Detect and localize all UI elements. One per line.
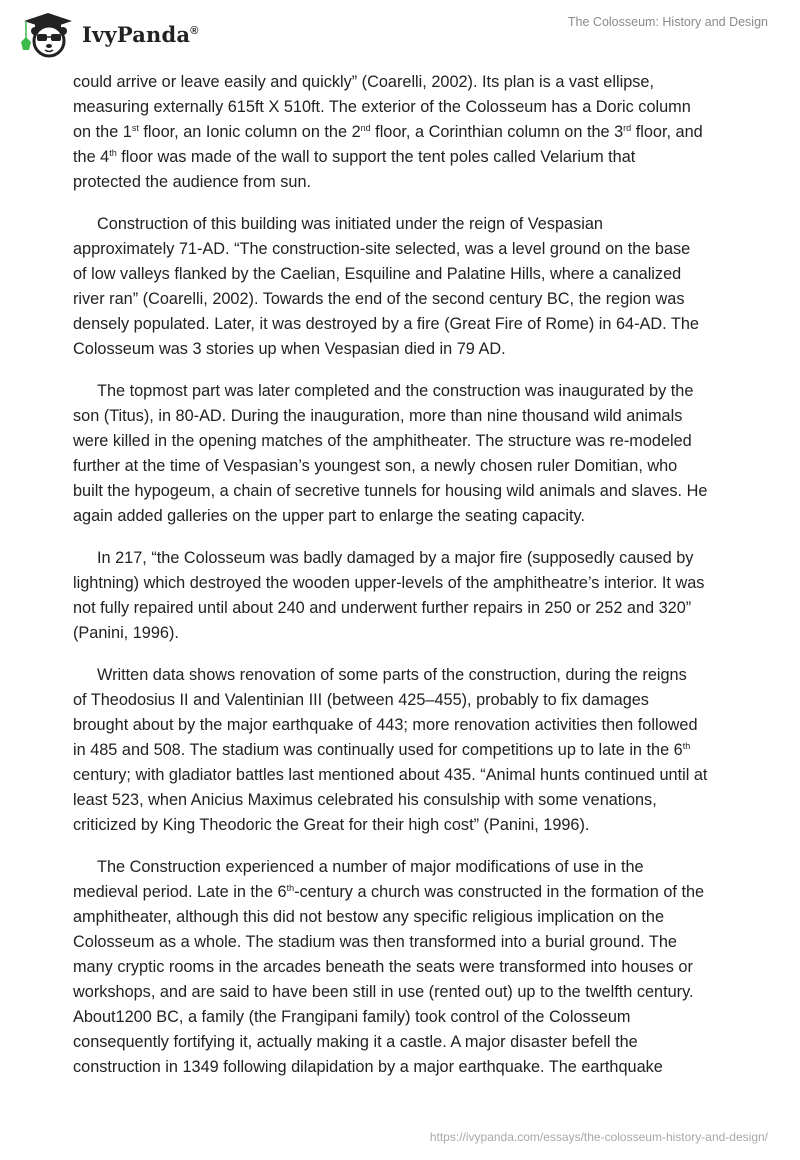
text-segment: -century a church was constructed in the formation of the [294,883,705,901]
essay-body [73,70,773,1097]
ordinal-superscript: st [131,123,139,133]
text-line [73,1030,773,1055]
text-line [73,571,773,596]
text-line [73,454,773,479]
text-line [73,287,773,312]
text-segment: further at the time of Vespasian’s youngest son, a newly chosen ruler Domitian, who [73,457,678,475]
text-line [73,120,773,145]
text-segment: The Construction experienced a number of major modifications of use in the [97,858,644,876]
text-line [73,337,773,362]
text-line [73,237,773,262]
text-line [73,95,773,120]
ordinal-superscript: th [109,148,117,158]
paragraph [73,663,773,838]
text-segment: The topmost part was later completed and the construction was inaugurated by the [97,382,694,400]
text-segment: About1200 BC, a family (the Frangipani family) took control of the Colosseum [73,1008,631,1026]
text-line [73,855,773,880]
text-line [73,70,773,95]
text-line [73,980,773,1005]
text-segment: protected the audience from sun. [73,173,312,191]
text-segment: river ran” (Coarelli, 2002). Towards the end of the second century BC, the region was [73,290,685,308]
text-line [73,170,773,195]
text-segment: (Panini, 1996). [73,624,179,642]
text-line [73,262,773,287]
text-segment: not fully repaired until about 240 and underwent further repairs in 250 or 252 and 320” [73,599,692,617]
text-line [73,1055,773,1080]
text-segment: least 523, when Anicius Maximus celebrated his consulship with some venations, [73,791,657,809]
paragraph [73,70,773,195]
text-segment: the 4 [73,148,110,166]
text-segment: Colosseum was 3 stories up when Vespasian died in 79 AD. [73,340,506,358]
ordinal-superscript: rd [623,123,632,133]
text-line [73,813,773,838]
text-line [73,788,773,813]
text-segment: of low valleys flanked by the Caelian, Esquiline and Palatine Hills, where a canalized [73,265,682,283]
text-segment: were killed in the opening matches of the amphitheater. The structure was re-modeled [73,432,692,450]
text-line [73,546,773,571]
text-segment: In 217, “the Colosseum was badly damaged by a major fire (supposedly caused by [97,549,694,567]
document-title: The Colosseum: History and Design [567,15,768,29]
text-line [73,905,773,930]
text-line [73,713,773,738]
text-line [73,930,773,955]
paragraph [73,212,773,362]
text-line [73,504,773,529]
ordinal-superscript: th [682,741,691,751]
text-line [73,880,773,905]
text-segment: in 485 and 508. The stadium was continually used for competitions up to late in the 6 [73,741,683,759]
text-segment: built the hypogeum, a chain of secretive tunnels for housing wild animals and slaves. He [73,482,708,500]
text-line [73,404,773,429]
text-line [73,955,773,980]
text-segment: densely populated. Later, it was destroyed by a fire (Great Fire of Rome) in 64-AD. The [73,315,699,333]
text-segment: Colosseum as a whole. The stadium was then transformed into a burial ground. The [73,933,677,951]
text-segment: could arrive or leave easily and quickly” (Coarelli, 2002). Its plan is a vast ellipse, [73,73,654,91]
text-segment: workshops, and are said to have been still in use (rented out) up to the twelfth century. [73,983,694,1001]
text-segment: construction in 1349 following dilapidation by a major earthquake. The earthquake [73,1058,663,1076]
text-segment: Construction of this building was initiated under the reign of Vespasian [97,215,603,233]
text-line [73,479,773,504]
text-segment: on the 1 [73,123,132,141]
text-segment: lightning) which destroyed the wooden upper-levels of the amphitheatre’s interior. It was [73,574,705,592]
text-segment: floor, a Corinthian column on the 3 [370,123,624,141]
text-line [73,312,773,337]
logo-wordmark: IvyPanda® [82,21,199,47]
text-line [73,688,773,713]
text-line [73,621,773,646]
text-line [73,596,773,621]
paragraph [73,546,773,646]
ivypanda-logo[interactable] [18,10,199,58]
text-segment: floor, an Ionic column on the 2 [138,123,361,141]
text-line [73,663,773,688]
text-segment: brought about by the major earthquake of 443; more renovation activities then followed [73,716,698,734]
text-segment: criticized by King Theodoric the Great for their high cost” (Panini, 1996). [73,816,590,834]
text-line [73,763,773,788]
text-line [73,738,773,763]
text-segment: consequently fortifying it, actually making it a castle. A major disaster befell the [73,1033,638,1051]
text-line [73,429,773,454]
source-url[interactable]: https://ivypanda.com/essays/the-colosseum-history-and-design/ [429,1130,768,1144]
paragraph [73,379,773,529]
ordinal-superscript: th [286,883,295,893]
text-segment: measuring externally 615ft X 510ft. The exterior of the Colosseum has a Doric column [73,98,691,116]
text-line [73,145,773,170]
text-segment: floor, and [631,123,703,141]
text-segment: Written data shows renovation of some parts of the construction, during the reigns [97,666,687,684]
text-segment: many cryptic rooms in the arcades beneath the seats were transformed into houses or [73,958,693,976]
panda-graduate-icon [18,10,76,58]
text-segment: amphitheater, although this did not bestow any specific religious implication on the [73,908,664,926]
text-segment: floor was made of the wall to support the tent poles called Velarium that [116,148,636,166]
text-segment: medieval period. Late in the 6 [73,883,287,901]
text-line [73,212,773,237]
text-segment: son (Titus), in 80-AD. During the inauguration, more than nine thousand wild animals [73,407,683,425]
text-line [73,379,773,404]
ordinal-superscript: nd [360,123,371,133]
text-segment: again added galleries on the upper part to enlarge the seating capacity. [73,507,586,525]
paragraph [73,855,773,1080]
text-line [73,1005,773,1030]
text-segment: century; with gladiator battles last mentioned about 435. “Animal hunts continued until at [73,766,708,784]
text-segment: approximately 71-AD. “The construction-site selected, was a level ground on the base [73,240,691,258]
text-segment: of Theodosius II and Valentinian III (between 425–455), probably to fix damages [73,691,649,709]
